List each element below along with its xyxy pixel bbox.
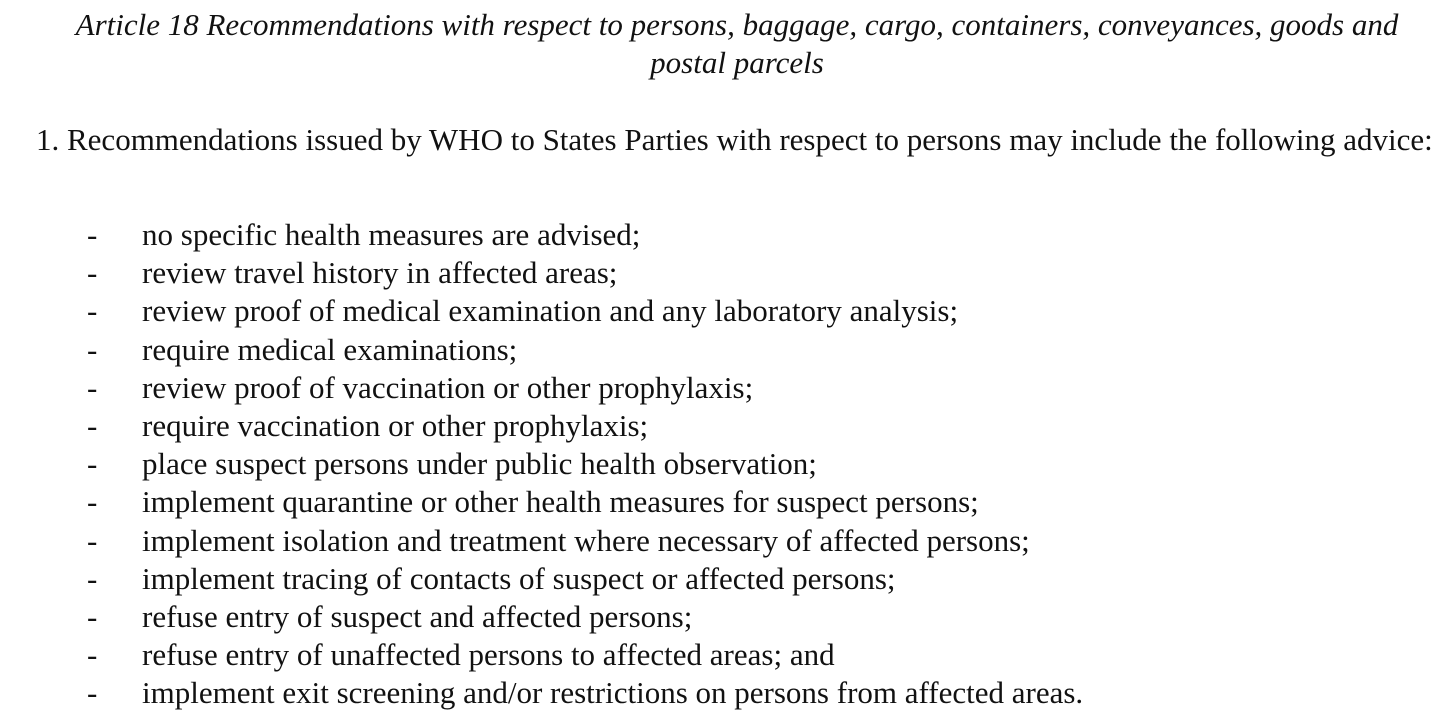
bullet-dash: - (87, 598, 98, 634)
bullet-dash: - (87, 217, 98, 252)
bullet-dash: - (87, 522, 98, 558)
list-item (0, 216, 1444, 254)
list-item-text: place suspect persons under public health observation; (142, 446, 817, 482)
bullet-dash: - (87, 446, 98, 482)
bullet-dash: - (87, 560, 98, 596)
list-item-text: review proof of vaccination or other prophylaxis; (142, 369, 754, 405)
bullet-dash: - (87, 331, 98, 367)
article-title: Article 18 Recommendations with respect to persons, baggage, cargo, containers, conveyances, goods and postal parcels (75, 7, 1399, 80)
list-item (0, 560, 1444, 598)
list-item-text: no specific health measures are advised; (142, 217, 641, 252)
list-item-text: refuse entry of suspect and affected persons; (142, 598, 693, 634)
list-item (0, 522, 1444, 560)
intro-paragraph: 1. Recommendations issued by WHO to States Parties with respect to persons may include the following advice: (36, 122, 1433, 157)
list-item-text: refuse entry of unaffected persons to affected areas; and (142, 637, 835, 673)
list-item (0, 636, 1444, 674)
list-item (0, 445, 1444, 483)
bullet-dash: - (87, 293, 98, 329)
list-item-text: implement isolation and treatment where necessary of affected persons; (142, 522, 1030, 558)
list-item (0, 407, 1444, 445)
list-item-text: review travel history in affected areas; (142, 255, 618, 291)
list-item (0, 369, 1444, 407)
bullet-dash: - (87, 675, 98, 711)
list-item-text: implement quarantine or other health measures for suspect persons; (142, 484, 979, 520)
list-item (0, 254, 1444, 292)
recommendations-list (0, 216, 1444, 712)
bullet-dash: - (87, 484, 98, 520)
list-item-text: implement tracing of contacts of suspect or affected persons; (142, 560, 896, 596)
list-item-text: implement exit screening and/or restrictions on persons from affected areas. (142, 675, 1084, 711)
list-item (0, 331, 1444, 369)
list-item (0, 598, 1444, 636)
bullet-dash: - (87, 407, 98, 443)
bullet-dash: - (87, 637, 98, 673)
list-item (0, 674, 1444, 712)
list-item-text: review proof of medical examination and any laboratory analysis; (142, 293, 959, 329)
list-item-text: require medical examinations; (142, 331, 518, 367)
list-item-text: require vaccination or other prophylaxis; (142, 407, 649, 443)
list-item (0, 292, 1444, 330)
bullet-dash: - (87, 255, 98, 291)
list-item (0, 483, 1444, 521)
bullet-dash: - (87, 369, 98, 405)
